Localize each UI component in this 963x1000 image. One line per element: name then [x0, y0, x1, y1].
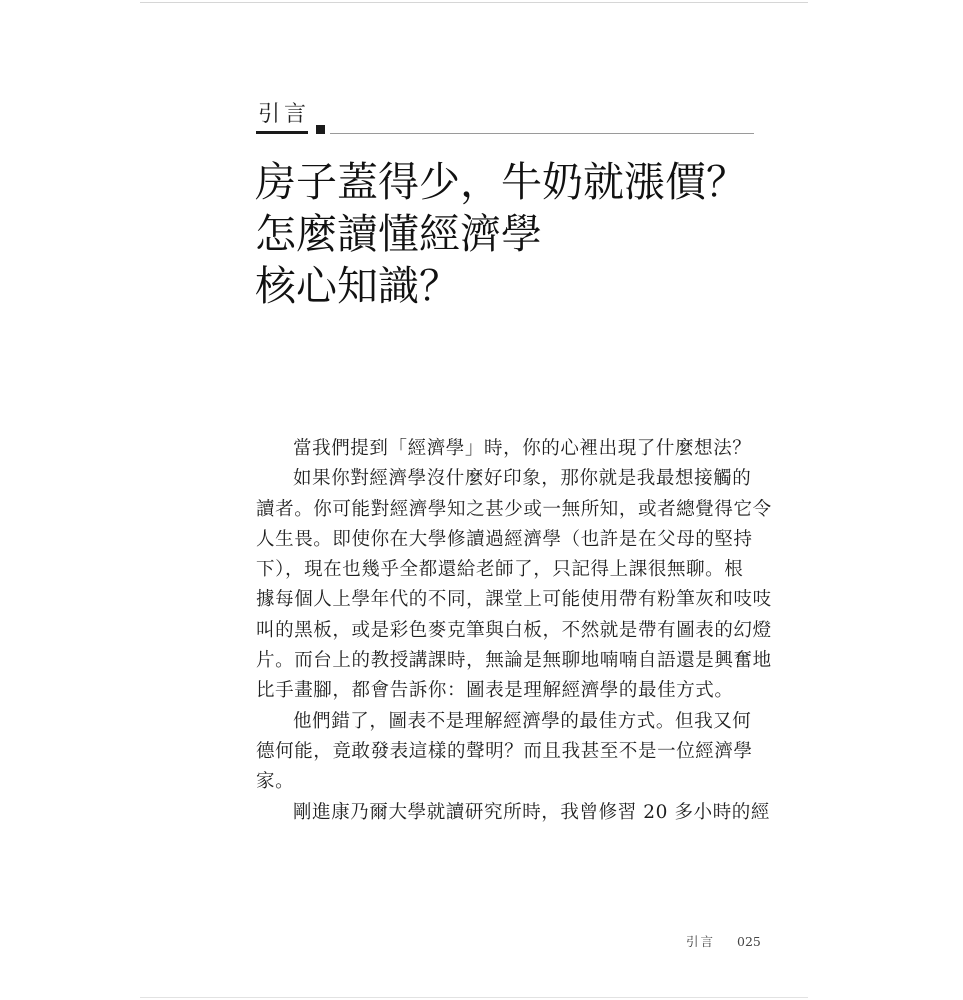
chapter-title — [255, 156, 775, 312]
paragraph-line: 讀者。你可能對經濟學知之甚少或一無所知，或者總覺得它令 — [256, 498, 772, 520]
bottom-page-rule — [140, 997, 808, 998]
section-label-underline — [256, 131, 308, 134]
paragraph-line: 比手畫腳，都會告訴你：圖表是理解經濟學的最佳方式。 — [256, 680, 734, 702]
paragraph-line: 人生畏。即使你在大學修讀過經濟學（也許是在父母的堅持 — [256, 528, 753, 550]
paragraph-line: 下），現在也幾乎全都還給老師了，只記得上課很無聊。根 — [256, 559, 744, 581]
page-footer — [686, 932, 761, 950]
paragraph-line: 片。而台上的教授講課時，無論是無聊地喃喃自語還是興奮地 — [256, 650, 772, 672]
paragraph-line: 他們錯了，圖表不是理解經濟學的最佳方式。但我又何 — [293, 710, 752, 732]
header-rule — [330, 133, 754, 134]
paragraph-line: 如果你對經濟學沒什麼好印象，那你就是我最想接觸的 — [293, 468, 752, 490]
running-title: 引言 — [686, 934, 716, 949]
body-text — [256, 434, 772, 828]
chapter-title-line: 怎麼讀懂經濟學 — [255, 210, 542, 258]
paragraph-line: 家。 — [256, 771, 295, 793]
chapter-title-line: 核心知識？ — [255, 262, 460, 310]
paragraph-line: 據每個人上學年代的不同，課堂上可能使用帶有粉筆灰和吱吱 — [256, 589, 772, 611]
section-marker-square — [316, 125, 325, 134]
paragraph-line: 叫的黑板，或是彩色麥克筆與白板，不然就是帶有圖表的幻燈 — [256, 619, 772, 641]
paragraph-line: 剛進康乃爾大學就讀研究所時，我曾修習 20 多小時的經 — [293, 801, 771, 823]
paragraph-line: 德何能，竟敢發表這樣的聲明？而且我甚至不是一位經濟學 — [256, 740, 753, 762]
paragraph-line: 當我們提到「經濟學」時，你的心裡出現了什麼想法？ — [293, 438, 752, 459]
top-page-rule — [140, 2, 808, 3]
section-label: 引言 — [258, 102, 311, 127]
chapter-title-line: 房子蓋得少，牛奶就漲價？ — [255, 158, 747, 206]
page-number: 025 — [737, 934, 761, 949]
